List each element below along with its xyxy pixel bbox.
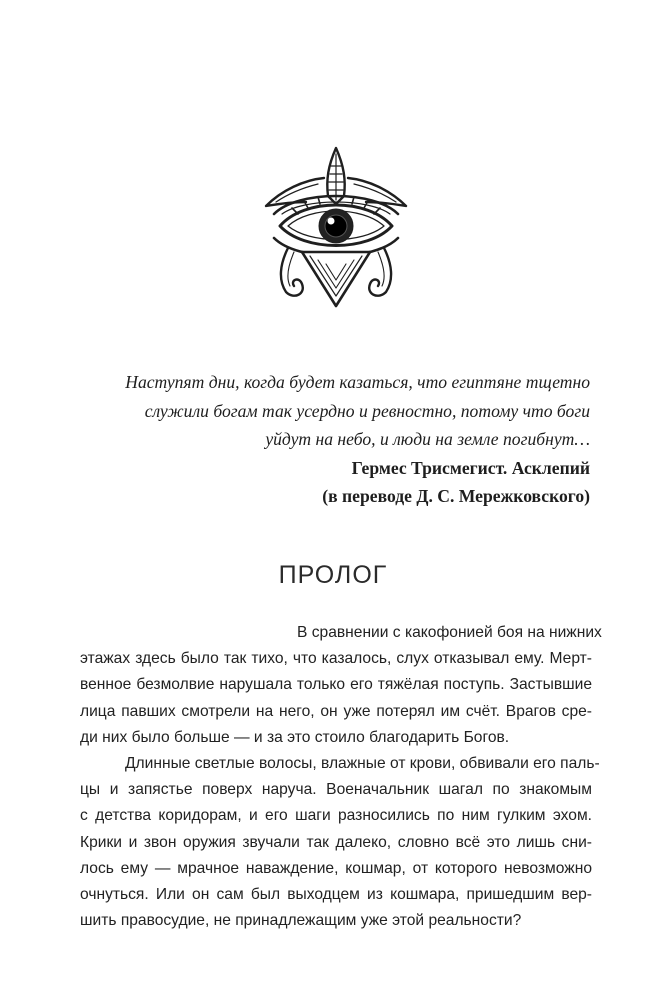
epigraph-quote-line: уйдут на небо, и люди на земле погибнут… [265, 429, 590, 449]
chapter-title: ПРОЛОГ [278, 561, 388, 589]
paragraph-2-line: Крики и звон оружия звучали так далеко, словно всё это лишь сни- [80, 833, 592, 851]
eye-of-horus-icon [258, 144, 414, 312]
paragraph-1-line: В сравнении с какофонией боя на нижних [297, 624, 602, 641]
epigraph-quote-line: служили богам так усердно и ревностно, потому что боги [144, 400, 590, 421]
epigraph-attribution: Гермес Трисмегист. Асклепий [351, 457, 590, 478]
body-text [80, 620, 602, 934]
paragraph-1-line: этажах здесь было так тихо, что казалось, слух отказывал ему. Мерт- [80, 650, 592, 668]
epigraph [80, 368, 590, 511]
paragraph-1-line: ди них было больше — и за это стоило благодарить Богов. [80, 728, 510, 746]
paragraph-1-line: венное безмолвие нарушала только его тяжёлая поступь. Застывшие [80, 676, 592, 694]
paragraph-2-line: лось ему — мрачное наваждение, кошмар, от которого невозможно [80, 859, 592, 877]
epigraph-quote-line: Наступят дни, когда будет казаться, что египтяне тщетно [125, 372, 590, 392]
paragraph-2-line: Длинные светлые волосы, влажные от крови, обвивали его паль- [125, 755, 600, 773]
epigraph-attribution: (в переводе Д. С. Мережковского) [322, 486, 590, 506]
paragraph-2-line: очнуться. Или он сам был выходцем из кошмара, пришедшим вер- [80, 886, 592, 904]
paragraph-1-line: лица павших смотрели на него, он уже потерял им счёт. Врагов сре- [80, 702, 592, 720]
paragraph-2-line: с детства коридорам, и его шаги разносились по ним гулким эхом. [80, 807, 592, 825]
paragraph-2-line: цы и запястье поверх наруча. Военачальник шагал по знакомым [80, 781, 592, 799]
paragraph-2-line: шить правосудие, не принадлежащим уже этой реальности? [80, 912, 522, 930]
